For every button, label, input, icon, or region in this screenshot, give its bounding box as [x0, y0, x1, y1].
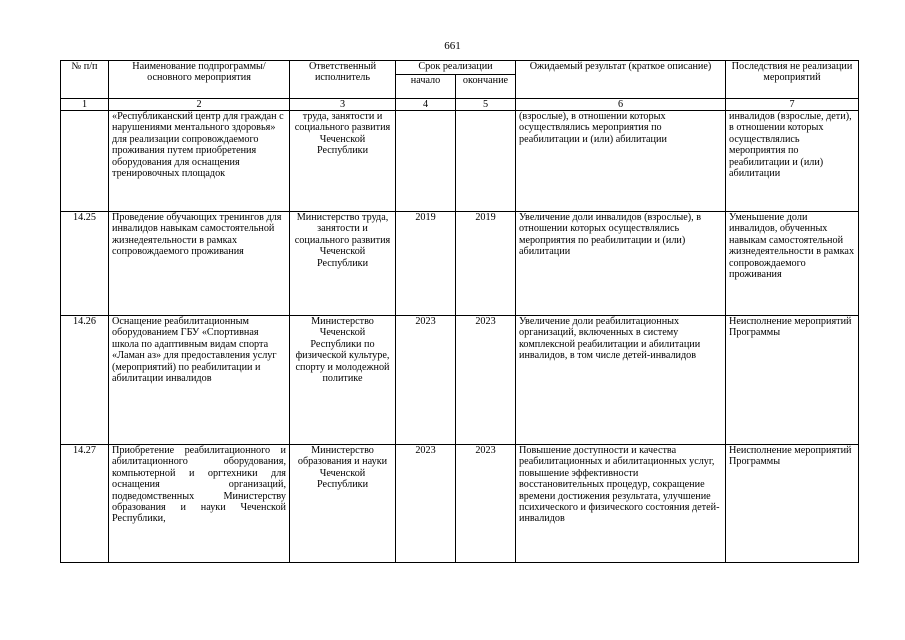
column-number: 6: [516, 99, 726, 111]
row-name: «Республиканский центр для граждан с нарушениями ментального здоровья» для реализации сопровождаемого проживания путем приобретения оборудования для оснащения тренировочных площадок: [109, 111, 290, 212]
row-num: 14.25: [61, 212, 109, 316]
table-row: [61, 445, 859, 563]
row-start: [396, 111, 456, 212]
row-executor: труда, занятости и социального развития Чеченской Республики: [290, 111, 396, 212]
row-executor: Министерство образования и науки Чеченской Республики: [290, 445, 396, 563]
table-row: [61, 316, 859, 445]
row-num: 14.26: [61, 316, 109, 445]
row-end: 2019: [456, 212, 516, 316]
row-result: Увеличение доли инвалидов (взрослые), в отношении которых осуществлялись мероприятия по реабилитации и (или) абилитации: [516, 212, 726, 316]
row-result: Повышение доступности и качества реабилитационных и абилитационных услуг, повышение эффективности восстановительных процедур, сокращение времени достижения результата, улучшение психического и физического состояния детей-инвалидов: [516, 445, 726, 563]
row-name: Оснащение реабилитационным оборудованием ГБУ «Спортивная школа по адаптивным видам спорта «Ламан аз» для предоставления услуг (мероприятий) по реабилитации и абилитации инвалидов: [109, 316, 290, 445]
column-number: 3: [290, 99, 396, 111]
row-executor: Министерство труда, занятости и социального развития Чеченской Республики: [290, 212, 396, 316]
row-num: [61, 111, 109, 212]
table-row: [61, 212, 859, 316]
table-row: [61, 111, 859, 212]
header-end: окончание: [456, 75, 516, 99]
header-start: начало: [396, 75, 456, 99]
row-consequence: инвалидов (взрослые, дети), в отношении которых осуществлялись мероприятия по реабилитации и (или) абилитации: [726, 111, 859, 212]
page-number: 661: [444, 40, 461, 52]
column-number: 1: [61, 99, 109, 111]
row-end: [456, 111, 516, 212]
header-term: Срок реализации: [396, 61, 516, 75]
header-num: № п/п: [61, 61, 109, 99]
column-number: 4: [396, 99, 456, 111]
measures-table: [60, 60, 859, 563]
row-end: 2023: [456, 316, 516, 445]
row-name: Проведение обучающих тренингов для инвалидов навыкам самостоятельной жизнедеятельности в рамках сопровождаемого проживания: [109, 212, 290, 316]
row-executor: Министерство Чеченской Республики по физической культуре, спорту и молодежной политике: [290, 316, 396, 445]
header-result: Ожидаемый результат (краткое описание): [516, 61, 726, 99]
column-number: 7: [726, 99, 859, 111]
header-consequence: Последствия не реализации мероприятий: [726, 61, 859, 99]
row-num: 14.27: [61, 445, 109, 563]
column-number: 5: [456, 99, 516, 111]
row-start: 2023: [396, 445, 456, 563]
row-consequence: Неисполнение мероприятий Программы: [726, 316, 859, 445]
row-end: 2023: [456, 445, 516, 563]
header-name: Наименование подпрограммы/ основного мероприятия: [109, 61, 290, 99]
row-result: Увеличение доли реабилитационных организаций, включенных в систему комплексной реабилитации и абилитации инвалидов, в том числе детей-инвалидов: [516, 316, 726, 445]
row-consequence: Уменьшение доли инвалидов, обученных навыкам самостоятельной жизнедеятельности в рамках сопровождаемого проживания: [726, 212, 859, 316]
row-result: (взрослые), в отношении которых осуществлялись мероприятия по реабилитации и (или) абилитации: [516, 111, 726, 212]
row-consequence: Неисполнение мероприятий Программы: [726, 445, 859, 563]
row-start: 2019: [396, 212, 456, 316]
column-number: 2: [109, 99, 290, 111]
row-start: 2023: [396, 316, 456, 445]
row-name: Приобретение реабилитационного и абилитационного оборудования, компьютерной и оргтехники для оснащения организаций, подведомственных Министерству образования и науки Чеченской Республики,: [109, 445, 290, 563]
header-executor: Ответственный исполнитель: [290, 61, 396, 99]
